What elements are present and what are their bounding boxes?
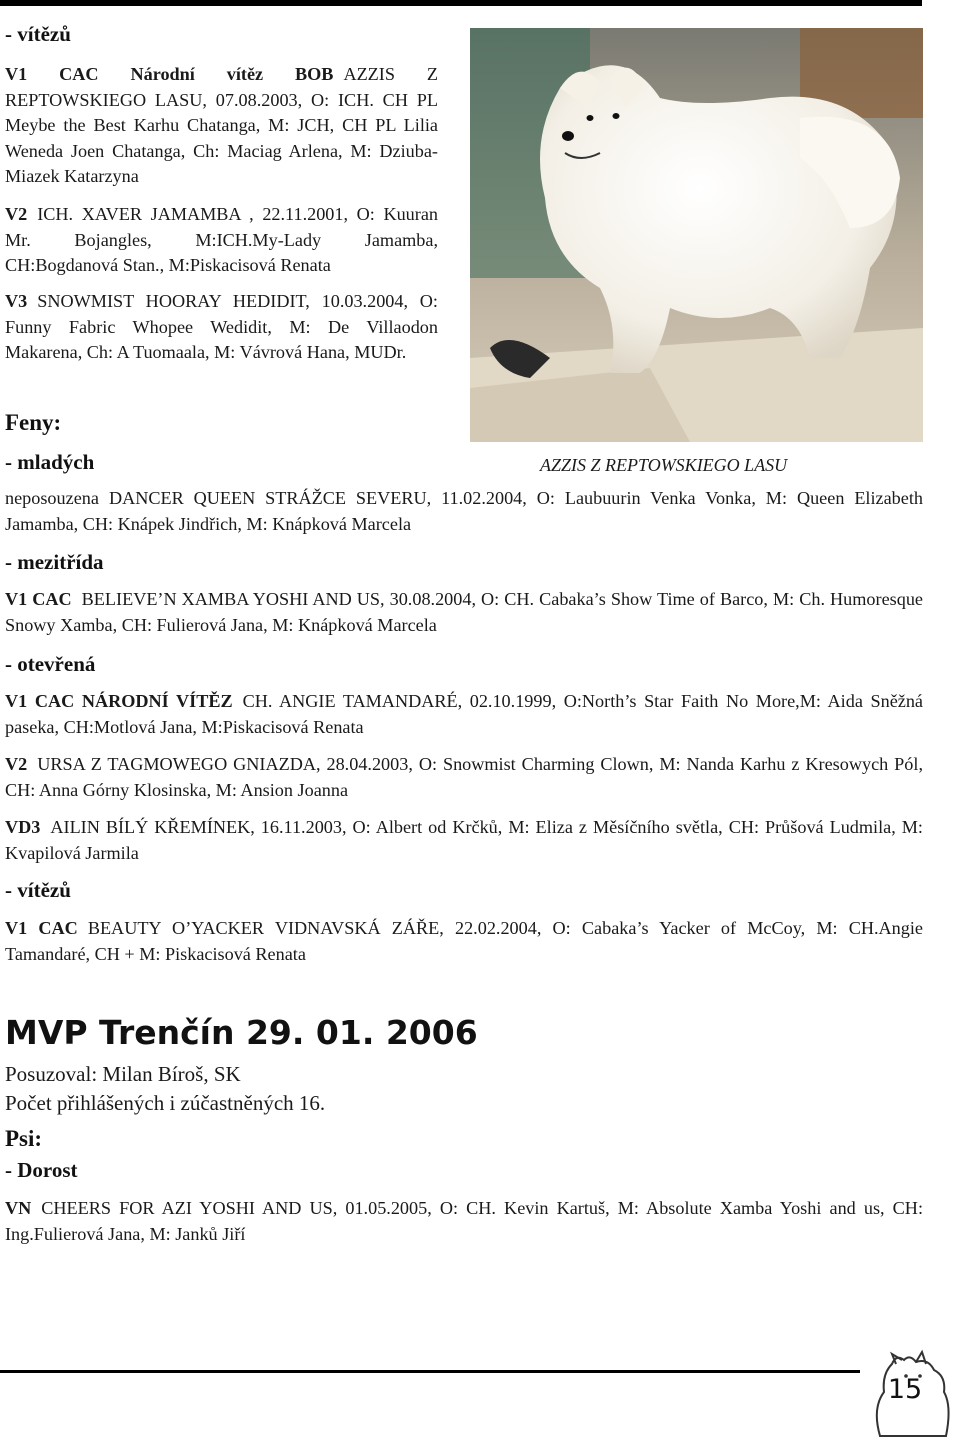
page-number: 15 (887, 1374, 923, 1405)
section-vitezu-heading: - vítězů (5, 22, 71, 46)
entry-v2-xaver (5, 202, 438, 279)
bottom-rule (0, 1370, 860, 1373)
entry-v1-believen (5, 587, 923, 638)
entry-text: SNOWMIST HOORAY HEDIDIT, 10.03.2004, O: Funny Fabric Whopee Wedidit, M: De Villaodon Makarena, Ch: A Tuomaala, M: Vávrová Hana, MUDr. (5, 291, 438, 363)
photo-caption: AZZIS Z REPTOWSKIEGO LASU (540, 455, 788, 475)
entry-text: ICH. XAVER JAMAMBA , 22.11.2001, O: Kuuran Mr. Bojangles, M:ICH.My-Lady Jamamba, CH:Bogdanová Stan., M:Piskacisová Renata (5, 204, 438, 276)
entry-tag: V1 CAC NÁRODNÍ VÍTĚZ (5, 691, 233, 711)
entry-text: AZZIS Z REPTOWSKIEGO LASU, 07.08.2003, O: ICH. CH PL Meybe the Best Karhu Chatanga, M: JCH, CH PL Lilia Weneda Joen Chatanga, Ch: Maciag Arlena, M: Dziuba-Miazek Katarzyna (5, 64, 438, 187)
section-mladych-heading: - mladých (5, 450, 95, 474)
entry-v1-azzis (5, 62, 438, 190)
section-dorost-heading: - Dorost (5, 1158, 78, 1182)
top-rule (0, 0, 922, 6)
section-feny-heading: Feny: (5, 410, 62, 435)
section-vitezu-2-heading: - vítězů (5, 878, 71, 902)
entry-v2-ursa (5, 752, 923, 803)
entry-tag: V2 (5, 754, 28, 774)
section-otevrena-heading: - otevřená (5, 652, 96, 676)
entry-text: CHEERS FOR AZI YOSHI AND US, 01.05.2005, O: CH. Kevin Kartuš, M: Absolute Xamba Yoshi and us, CH: Ing.Fulierová Jana, M: Janků Jiří (5, 1198, 923, 1244)
dog-photo (470, 28, 923, 442)
entry-text: CH. ANGIE TAMANDARÉ, 02.10.1999, O:North’s Star Faith No More,M: Aida Sněžná paseka, CH:Motlová Jana, M:Piskacisová Renata (5, 691, 924, 737)
entry-text: BELIEVE’N XAMBA YOSHI AND US, 30.08.2004, O: CH. Cabaka’s Show Time of Barco, M: Ch. Humoresque Snowy Xamba, CH: Fulierová Jana, M: Knápková Marcela (5, 589, 923, 635)
entry-neposouzena-dancer (5, 486, 923, 537)
entry-text: URSA Z TAGMOWEGO GNIAZDA, 28.04.2003, O: Snowmist Charming Clown, M: Nanda Karhu z Kresowych Pól, CH: Anna Górny Klosinska, M: Ansion Joanna (5, 754, 923, 800)
entry-tag: V1 CAC (5, 918, 78, 938)
entry-tag: neposouzena (5, 488, 99, 508)
entry-tag: VN (5, 1198, 32, 1218)
samoyed-dog-illustration (470, 28, 923, 442)
judge-line: Posuzoval: Milan Bíroš, SK (5, 1062, 241, 1086)
section-mezitrida-heading: - mezitřída (5, 550, 104, 574)
entry-v3-snowmist (5, 289, 438, 366)
entry-tag: V3 (5, 291, 28, 311)
entry-tag: V1 CAC (5, 589, 72, 609)
entry-tag: VD3 (5, 817, 41, 837)
entry-text: DANCER QUEEN STRÁŽCE SEVERU, 11.02.2004, O: Laubuurin Venka Vonka, M: Queen Elizabeth Jamamba, CH: Knápek Jindřich, M: Knápková Marcela (5, 488, 923, 534)
section-psi-heading: Psi: (5, 1126, 43, 1151)
mvp-title: MVP Trenčín 29. 01. 2006 (5, 1013, 478, 1052)
entry-v1-angie (5, 689, 923, 740)
entry-v1-beauty (5, 916, 923, 967)
entry-tag: V2 (5, 204, 28, 224)
entry-text: BEAUTY O’YACKER VIDNAVSKÁ ZÁŘE, 22.02.2004, O: Cabaka’s Yacker of McCoy, M: CH.Angie Tamandaré, CH + M: Piskacisová Renata (5, 918, 923, 964)
entry-vn-cheers (5, 1196, 923, 1247)
entry-text: AILIN BÍLÝ KŘEMÍNEK, 16.11.2003, O: Albert od Krčků, M: Eliza z Měsíčního světla, CH: Průšová Ludmila, M: Kvapilová Jarmila (5, 817, 923, 863)
count-line: Počet přihlášených i zúčastněných 16. (5, 1091, 326, 1115)
entry-vd3-ailin (5, 815, 923, 866)
entry-tag: V1 CAC Národní vítěz BOB (5, 64, 334, 84)
